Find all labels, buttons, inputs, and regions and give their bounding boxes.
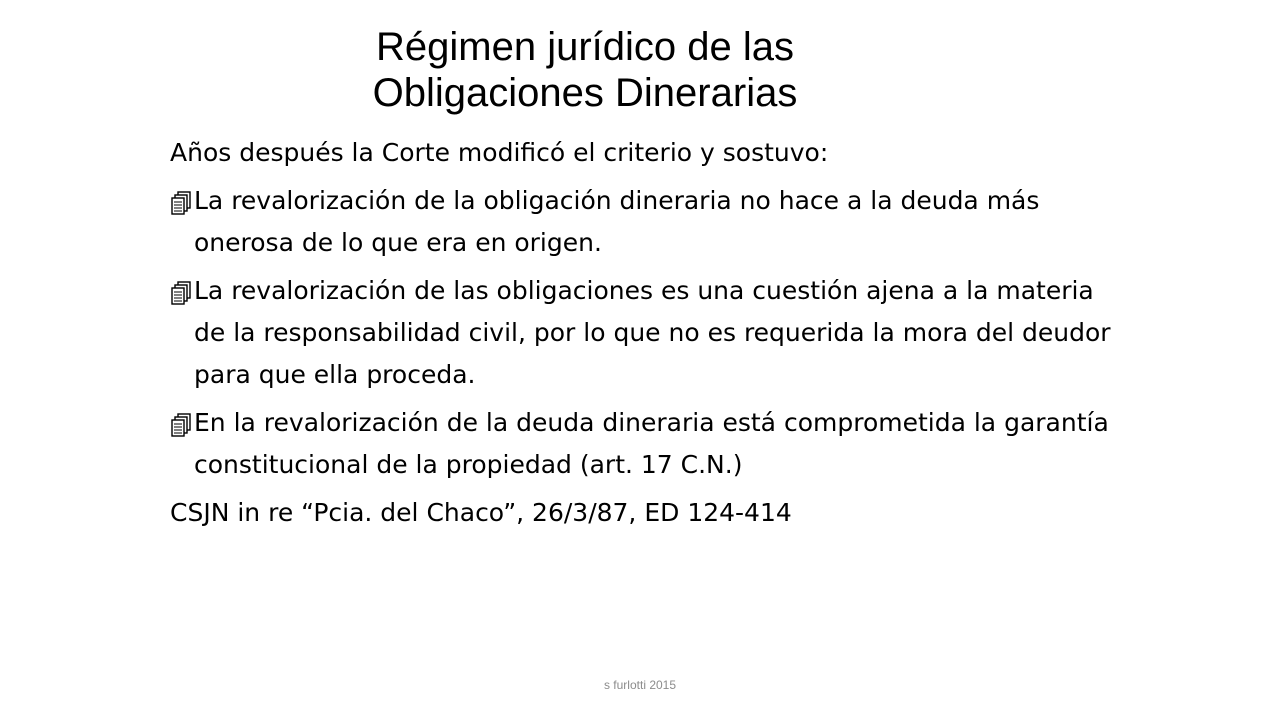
bullet-item-3 <box>170 402 1130 486</box>
bullet-list <box>170 180 1130 486</box>
bullet-text: La revalorización de la obligación dineraria no hace a la deuda más onerosa de lo que era en origen. <box>194 186 1040 257</box>
slide-title-line-1: Régimen jurídico de las <box>376 25 794 69</box>
document-stack-icon <box>170 413 192 439</box>
slide-body <box>170 132 1130 534</box>
citation-text: CSJN in re “Pcia. del Chaco”, 26/3/87, ED 124-414 <box>170 498 792 527</box>
document-stack-icon <box>170 281 192 307</box>
intro-text: Años después la Corte modificó el criterio y sostuvo: <box>170 138 829 167</box>
slide-title <box>0 24 1170 116</box>
bullet-item-1 <box>170 180 1130 264</box>
bullet-item-2 <box>170 270 1130 396</box>
footer-text: s furlotti 2015 <box>603 678 677 692</box>
document-stack-icon <box>170 191 192 217</box>
slide-title-line-2: Obligaciones Dinerarias <box>372 71 798 115</box>
bullet-text: En la revalorización de la deuda dineraria está comprometida la garantía constitucional de la propiedad (art. 17 C.N.) <box>194 408 1109 479</box>
bullet-text: La revalorización de las obligaciones es una cuestión ajena a la materia de la responsabilidad civil, por lo que no es requerida la mora del deudor para que ella proceda. <box>194 276 1111 389</box>
